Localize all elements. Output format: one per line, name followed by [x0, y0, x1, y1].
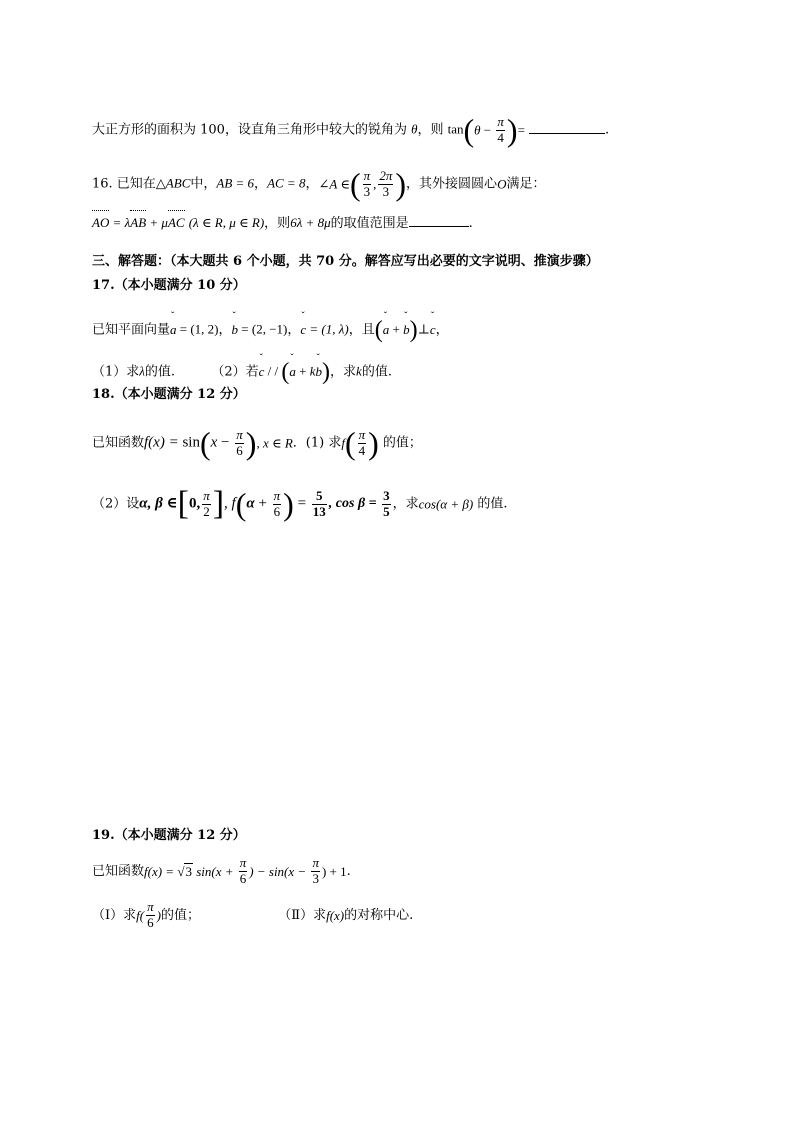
- q17-intro: 已知平面向量: [92, 322, 171, 338]
- q18-intro: 已知函数: [92, 435, 145, 451]
- q19-part2: （Ⅱ）求: [278, 907, 327, 923]
- q18-frac-den: 6: [236, 442, 243, 458]
- q18-p2b-frac-den: 6: [273, 503, 281, 519]
- q19-fx: f(x) =: [144, 863, 178, 879]
- q17-comma2: ，: [287, 322, 301, 338]
- q15-inner-theta: θ: [474, 122, 481, 138]
- q19-sin1: sin(x +: [192, 863, 237, 879]
- q18-frac-num: π: [236, 426, 243, 442]
- q19-frac2: [311, 856, 320, 887]
- q18-p1-right-paren: ): [368, 425, 379, 461]
- q16-sep: ,: [373, 176, 377, 192]
- q16-end: .: [468, 216, 473, 231]
- q16-frac1-den: 3: [363, 183, 371, 199]
- q19-mid: ) − sin(x −: [249, 863, 310, 879]
- q17-comma1: ，: [218, 322, 232, 338]
- q16-angle: ∠A ∈: [318, 176, 350, 192]
- q19-parts: [92, 900, 413, 931]
- q16-mid2: ，其外接圆圆心: [406, 176, 498, 192]
- q18-target: cos(α + β): [418, 496, 474, 512]
- q15-answer-blank[interactable]: [529, 133, 605, 134]
- q15-text: 大正方形的面积为 100，设直角三角形中较大的锐角为: [92, 122, 412, 138]
- q17-left-paren: (: [374, 317, 383, 343]
- q17-vec-a: ˇ a: [170, 323, 177, 336]
- q18-p1-left-paren: (: [344, 425, 356, 461]
- q16-frac1: [363, 169, 372, 200]
- q19-f2: f(x): [326, 907, 345, 923]
- q18-cos-beta: , cos β =: [328, 496, 381, 511]
- q15-theta: θ: [411, 121, 418, 137]
- q17-p2-a: ˇ a: [289, 365, 296, 378]
- q17-p2-end: 的值.: [361, 364, 392, 380]
- q17-parts: [92, 360, 392, 384]
- q16-ac: AC = 8: [267, 175, 306, 191]
- q18-domain: , x ∈ R: [256, 435, 293, 451]
- q19-part1-end: 的值；: [160, 907, 200, 923]
- q18-eq: =: [293, 495, 310, 512]
- q16-mid3: 满足：: [506, 176, 546, 192]
- q17-paren-b: ˇ b: [403, 323, 410, 336]
- q16-comma2: ，: [305, 176, 319, 192]
- q18-value2-num: 3: [383, 487, 390, 503]
- q17-p2-right-paren: ): [322, 359, 331, 385]
- q15-tan: tan: [447, 121, 464, 137]
- q15-left-paren: (: [463, 112, 475, 148]
- q19-header: 19.（本小题满分 12 分）: [92, 828, 246, 843]
- q15-fraction: [496, 115, 505, 146]
- q19-part1: （Ⅰ）求: [92, 907, 137, 923]
- q15-minus: −: [480, 122, 495, 138]
- q16-triangle: △ABC: [155, 175, 191, 191]
- q18-minus: −: [217, 434, 234, 451]
- q17-p2-c: ˇ c: [259, 365, 265, 378]
- q18-p2b-frac: [273, 489, 282, 520]
- q18-frac: [235, 428, 244, 459]
- q17-vec-b: ˇ b: [232, 323, 239, 336]
- q18-p2-frac-den: 2: [203, 503, 210, 519]
- q16-frac2: [378, 169, 393, 200]
- q19-intro: 已知函数: [92, 863, 145, 879]
- q17-c-val: = (1, λ): [306, 321, 349, 337]
- q18-left-paren: (: [199, 425, 211, 461]
- q16-o: O: [497, 176, 507, 192]
- q17-part1: （1）求: [92, 364, 140, 380]
- q17-p2-k: k: [309, 363, 316, 379]
- q18-fx: f(x) =: [144, 434, 183, 451]
- q19-frac1-den: 6: [239, 870, 247, 886]
- q18-right-bracket: ]: [212, 485, 225, 522]
- q16-vector-ac: AC: [167, 215, 185, 230]
- q18-value1-den: 13: [312, 503, 326, 519]
- q16-line2: [92, 216, 473, 230]
- q15-frac-num: π: [497, 113, 504, 129]
- q17-header: 17.（本小题满分 10 分）: [92, 278, 246, 293]
- q17-end: ，: [435, 322, 449, 338]
- q19-frac1-num: π: [239, 855, 247, 870]
- q17-perp: ⊥: [417, 321, 430, 337]
- q17-plus: +: [389, 321, 404, 337]
- q15-tail-line: [92, 114, 609, 146]
- q19-p1-frac: [146, 900, 155, 931]
- q16-answer-blank[interactable]: [409, 226, 469, 227]
- q16-expression: 6λ + 8μ: [290, 215, 331, 230]
- q17-b-val: = (2, −1): [238, 321, 288, 337]
- q16-range-text: 的取值范围是: [330, 216, 409, 231]
- q15-right-paren: ): [506, 112, 518, 148]
- q17-parallel: / /: [264, 363, 282, 379]
- q19-f1-close: ): [156, 907, 161, 923]
- q17-vec-c: ˇ c: [300, 323, 306, 336]
- q19-tail: ) + 1: [321, 863, 347, 879]
- q15-frac-den: 4: [497, 129, 504, 145]
- q17-p2-b: ˇ b: [316, 365, 323, 378]
- q19-line1: [92, 856, 351, 887]
- q16-comma1: ，: [254, 176, 268, 192]
- q16-frac1-num: π: [363, 167, 371, 183]
- q19-sqrt3: 3: [185, 863, 192, 879]
- q17-and: ，且: [348, 322, 375, 338]
- q17-lambda: λ: [139, 363, 145, 379]
- q16-plus-mu: + μ: [146, 215, 168, 230]
- q17-part2: （2）若: [211, 364, 259, 380]
- q17-a-val: = (1, 2): [176, 321, 219, 337]
- q18-alpha-beta: α, β ∈: [139, 495, 178, 512]
- q19-frac2-num: π: [312, 855, 319, 870]
- q17-p2-mid: ，求: [330, 364, 357, 380]
- q16-then: ，则: [264, 216, 291, 231]
- q16-mid1: 中，: [190, 176, 217, 192]
- q19-f1: f(: [136, 907, 145, 923]
- q18-left-bracket: [: [177, 485, 189, 522]
- section-3-title: 三、解答题：（本大题共 6 个小题，共 70 分。解答应写出必要的文字说明、推演步骤）: [92, 254, 599, 269]
- q18-p1-frac-den: 4: [358, 442, 366, 458]
- q17-line1: [92, 318, 449, 342]
- q18-value2: [382, 489, 391, 520]
- q18-part2: （2）设: [92, 496, 140, 512]
- q17-p2-plus: +: [295, 363, 310, 379]
- q16-vector-ao: AO: [92, 215, 110, 230]
- q19-end: .: [346, 863, 351, 879]
- q18-p2-left-paren: (: [235, 486, 247, 522]
- q19-frac1: [239, 856, 248, 887]
- q19-sqrt-sign: √: [177, 863, 185, 879]
- q19-part2-end: 的对称中心.: [344, 907, 414, 923]
- q17-paren-a: ˇ a: [383, 323, 390, 336]
- q18-p2-frac: [202, 489, 211, 520]
- q18-alpha: α: [246, 495, 255, 512]
- q16-right-paren: ): [395, 166, 407, 202]
- q18-comma-f: , f: [224, 495, 236, 512]
- q16-ab: AB = 6: [216, 175, 255, 191]
- q16-line1: [92, 168, 545, 200]
- q16-prefix: 16. 已知在: [92, 176, 156, 192]
- q17-part1-end: 的值.: [144, 364, 176, 380]
- q17-p2-left-paren: (: [281, 359, 290, 385]
- q18-plus: +: [254, 495, 271, 512]
- q17-k: k: [356, 363, 362, 379]
- q16-eq-lambda: = λ: [109, 215, 131, 230]
- q16-vector-ab: AB: [130, 215, 147, 230]
- q16-frac2-num: 2π: [379, 167, 393, 183]
- q16-left-paren: (: [349, 166, 361, 202]
- q15-then: ，则: [417, 122, 448, 138]
- q15-eq: =: [517, 122, 525, 138]
- q19-p1-frac-num: π: [147, 899, 154, 914]
- q15-end: .: [605, 122, 610, 138]
- q18-ask: ，求: [392, 496, 419, 512]
- q18-value1: [312, 489, 327, 520]
- q18-value1-num: 5: [312, 489, 327, 505]
- q18-end: 的值.: [473, 496, 508, 512]
- q17-right-paren: ): [409, 317, 418, 343]
- q18-p2-right-paren: ): [283, 486, 294, 522]
- q19-p1-frac-den: 6: [147, 914, 154, 930]
- q18-line1: [92, 427, 422, 459]
- q18-sin: sin: [182, 434, 200, 451]
- q18-p1-end: 的值；: [378, 435, 422, 451]
- q18-right-paren: ): [245, 425, 257, 461]
- q18-p2b-frac-num: π: [273, 487, 281, 503]
- q18-p1-frac: [358, 428, 367, 459]
- q18-f: f: [341, 435, 345, 451]
- q18-part1: ．(1) 求: [292, 435, 342, 451]
- q18-zero: 0,: [188, 495, 201, 512]
- q19-frac2-den: 3: [312, 870, 319, 886]
- q16-frac2-den: 3: [382, 183, 390, 199]
- q17-vec-c-end: ˇ c: [430, 323, 436, 336]
- q16-condition: (λ ∈ R, μ ∈ R): [188, 215, 265, 230]
- q18-p1-frac-num: π: [358, 426, 366, 442]
- q18-p2-frac-num: π: [203, 487, 210, 503]
- q18-header: 18.（本小题满分 12 分）: [92, 387, 246, 402]
- q18-x: x: [210, 434, 218, 451]
- q18-line2: [92, 487, 507, 521]
- q18-value2-den: 5: [383, 503, 390, 519]
